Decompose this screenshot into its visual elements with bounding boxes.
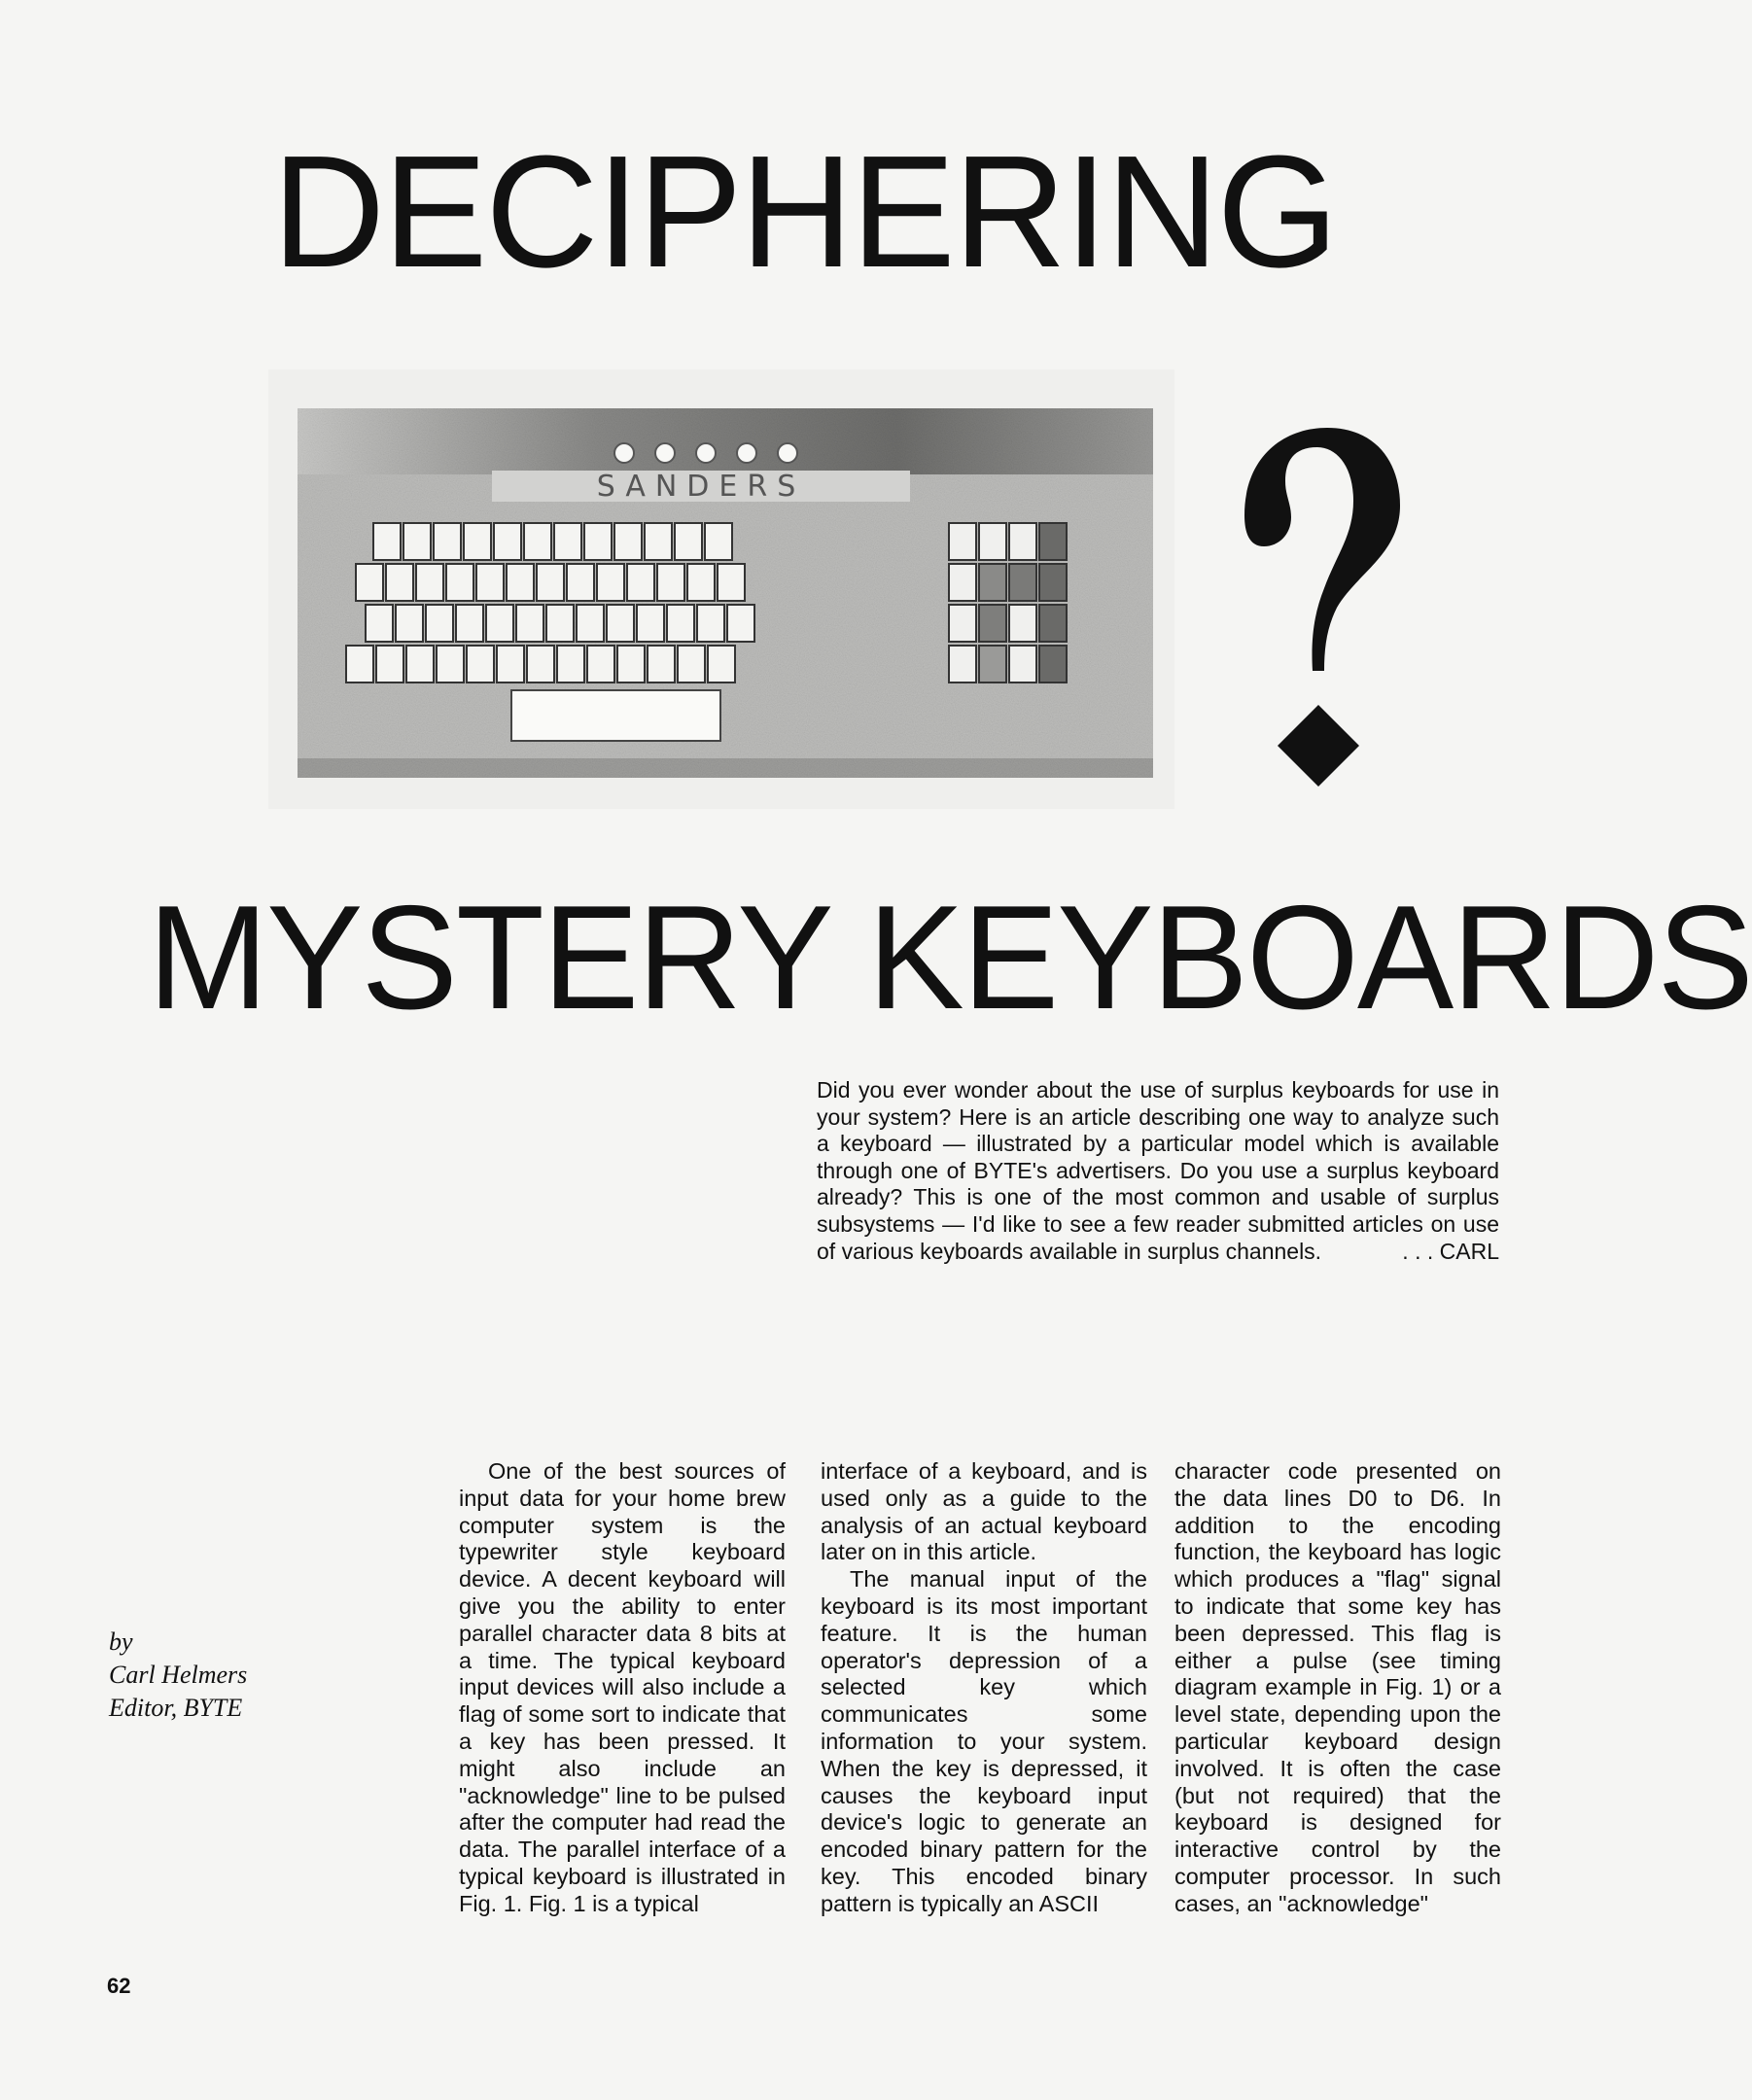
key <box>614 523 642 560</box>
paragraph: The manual input of the keyboard is its most important feature. It is the human operator's depression of a selected key which communicates some information to your system. When the key is depressed, it causes the keyboard input device's logic to generate an encoded binary pattern for the key. This encoded binary pattern is typically an ASCII <box>821 1566 1147 1916</box>
key <box>1009 646 1036 682</box>
key <box>727 605 754 642</box>
key <box>675 523 702 560</box>
key <box>979 605 1006 642</box>
key <box>587 646 614 682</box>
key <box>708 646 735 682</box>
paragraph: One of the best sources of input data for your home brew computer system is the typewriter style keyboard device. A decent keyboard will give you the ability to enter parallel character data 8 bits at a time. The typical keyboard input devices will also include a flag of some sort to indicate that a key has been pressed. It might also include an "acknowledge" line to be pulsed after the computer had read the data. The parallel interface of a typical keyboard is illustrated in Fig. 1. Fig. 1 is a typical <box>459 1458 786 1916</box>
key <box>516 605 543 642</box>
byline-author: Carl Helmers <box>109 1661 248 1689</box>
article-column-3 <box>1174 1458 1501 1918</box>
key <box>697 605 724 642</box>
key <box>554 523 581 560</box>
key <box>607 605 634 642</box>
key <box>678 646 705 682</box>
question-mark-graphic <box>1235 428 1400 807</box>
article-column-2 <box>821 1458 1147 1918</box>
paragraph: character code presented on the data lines D0 to D6. In addition to the encoding function, the keyboard has logic which produces a "flag" signal to indicate that some key has been depressed. This flag is either a pulse (see timing diagram example in Fig. 1) or a level state, depending upon the particular keyboard design involved. It is often the case (but not required) that the keyboard is designed for interactive control by the computer processor. In such cases, an "acknowledge" <box>1174 1458 1501 1916</box>
title-bottom: MYSTERY KEYBOARDS <box>148 875 1752 1040</box>
key <box>497 646 524 682</box>
key <box>979 646 1006 682</box>
key <box>524 523 551 560</box>
key <box>667 605 694 642</box>
key <box>537 564 564 601</box>
byline <box>109 1626 303 1725</box>
key <box>366 605 393 642</box>
key <box>456 605 483 642</box>
page-number: 62 <box>107 1974 131 1998</box>
key <box>648 646 675 682</box>
key <box>627 564 654 601</box>
byline-title: Editor, BYTE <box>109 1694 243 1722</box>
keyboard-brand-label: SANDERS <box>596 470 806 504</box>
key <box>705 523 732 560</box>
key <box>376 646 403 682</box>
key <box>949 564 976 601</box>
key <box>687 564 715 601</box>
key <box>346 646 373 682</box>
keyboard-photo <box>268 369 1174 809</box>
editor-intro <box>817 1077 1499 1265</box>
key <box>416 564 443 601</box>
key <box>406 646 434 682</box>
key <box>657 564 684 601</box>
key <box>386 564 413 601</box>
key <box>527 646 554 682</box>
key <box>476 564 504 601</box>
intro-text: Did you ever wonder about the use of surplus keyboards for use in your system? Here is an article describing one way to analyze such a keyboard — illustrated by a particular model which is available through one of BYTE's advertisers. Do you use a surplus keyboard already? This is one of the most common and usable of surplus subsystems — I'd like to see a few reader submitted articles on use of various keyboards available in surplus channels. <box>817 1077 1499 1264</box>
key <box>1009 564 1036 601</box>
key <box>1039 564 1067 601</box>
key <box>1009 523 1036 560</box>
key <box>446 564 473 601</box>
byline-by: by <box>109 1628 133 1656</box>
key <box>464 523 491 560</box>
key <box>437 646 464 682</box>
paragraph: interface of a keyboard, and is used only as a guide to the analysis of an actual keyboard later on in this article. <box>821 1458 1147 1565</box>
key <box>949 605 976 642</box>
key <box>546 605 574 642</box>
key <box>617 646 645 682</box>
key <box>434 523 461 560</box>
key <box>718 564 745 601</box>
key <box>467 646 494 682</box>
key <box>597 564 624 601</box>
key <box>507 564 534 601</box>
spacebar <box>511 690 720 741</box>
key <box>373 523 401 560</box>
key <box>949 523 976 560</box>
key <box>567 564 594 601</box>
key <box>1039 523 1067 560</box>
key <box>356 564 383 601</box>
key <box>637 605 664 642</box>
title-top: DECIPHERING <box>272 122 1337 300</box>
key <box>1039 646 1067 682</box>
key <box>557 646 584 682</box>
key <box>979 564 1006 601</box>
key <box>979 523 1006 560</box>
key <box>494 523 521 560</box>
key <box>396 605 423 642</box>
key <box>1009 605 1036 642</box>
intro-signature: . . . CARL <box>1402 1238 1499 1264</box>
key <box>486 605 513 642</box>
key <box>949 646 976 682</box>
key <box>645 523 672 560</box>
article-column-1 <box>459 1458 786 1918</box>
key <box>584 523 612 560</box>
key <box>1039 605 1067 642</box>
key <box>577 605 604 642</box>
key <box>403 523 431 560</box>
key <box>426 605 453 642</box>
